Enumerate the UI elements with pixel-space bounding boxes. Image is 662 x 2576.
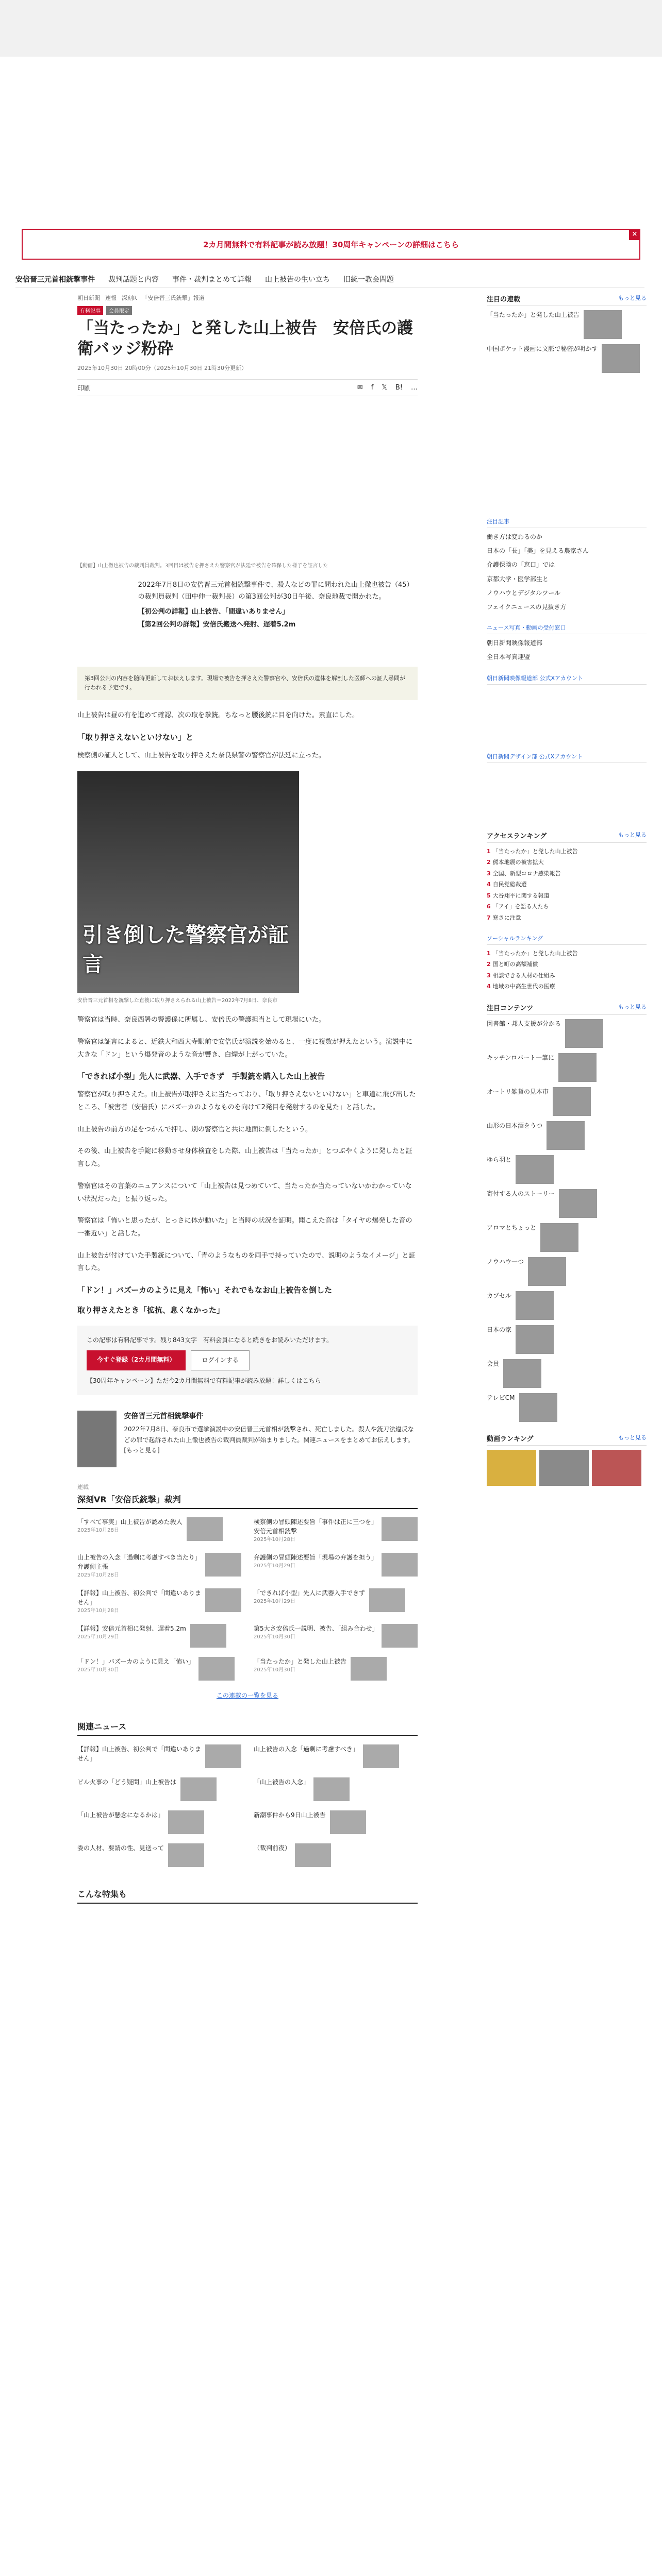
ranking-item[interactable]: 1 「当たったか」と発した山上被告: [487, 848, 578, 855]
item-title[interactable]: カブセル: [487, 1292, 511, 1300]
item-thumbnail[interactable]: [553, 1087, 591, 1116]
share-bar: [77, 379, 418, 396]
video-thumbnail[interactable]: [592, 1450, 641, 1486]
sidebar-box: [487, 1003, 647, 1422]
item-title[interactable]: 相談できる人材の仕組み: [492, 972, 555, 979]
item-title[interactable]: 【詳報】山上被告、初公判で「間違いありません」: [77, 1589, 202, 1606]
item-title[interactable]: 全国、新型コロナ感染報告: [492, 870, 561, 877]
sidebar-box: [487, 831, 647, 923]
list-item[interactable]: [254, 1810, 418, 1834]
item-thumbnail[interactable]: [168, 1843, 204, 1867]
item-title[interactable]: アロマとちょっと: [487, 1224, 537, 1232]
ranking-item[interactable]: 2 国と町の高額補償: [487, 961, 538, 968]
list-item[interactable]: [77, 1553, 241, 1579]
nav-item[interactable]: 裁判話題と内容: [108, 275, 159, 284]
related-link[interactable]: 【初公判の詳報】山上被告、「間違いありません」: [138, 608, 289, 616]
sidebar-box: [487, 1433, 647, 1486]
item-title[interactable]: （裁判前夜）: [254, 1844, 291, 1852]
paragraph: 山上被告は昼の有を進めて確認、次の取を拳銃。ちなっと腰後銃に目を向けた。素直にした。: [77, 711, 359, 719]
item-date: 2025年10月28日: [77, 1572, 119, 1579]
item-title[interactable]: 寄付する人のストーリー: [487, 1190, 555, 1198]
item-title[interactable]: オートリ雑貨の見本市: [487, 1088, 549, 1096]
paragraph: 警察官は「怖いと思ったが、とっさに体が動いた」と当時の状況を証明。聞こえた音は「タイヤの爆発した音の一番近い」と話した。: [77, 1217, 412, 1238]
item-title[interactable]: 第5大さ安倍氏一説明、被告、「組み合わせ」: [254, 1625, 378, 1633]
crumb-item[interactable]: 速報: [105, 295, 117, 301]
more-link[interactable]: もっと見る: [618, 1434, 647, 1442]
item-title[interactable]: 中国ポケット漫画に文脈で秘密が明かす: [487, 345, 598, 352]
related-title: 関連ニュース: [77, 1720, 418, 1736]
box-title: 注目コンテンツ: [487, 1005, 534, 1013]
ranking-item[interactable]: 4 地域の中高生世代の医療: [487, 983, 555, 990]
list-item[interactable]: [77, 1744, 241, 1768]
paragraph: 警察官はその言葉のニュアンスについて「山上被告は見つめていて、当たったか当たっていないかわかっていない状況だった」と振り返った。: [77, 1182, 412, 1203]
sidebar-box: [487, 623, 647, 662]
ranking-item[interactable]: 5 大谷翔平に関する報道: [487, 892, 550, 899]
item-thumbnail[interactable]: [382, 1553, 418, 1577]
item-title[interactable]: 山形の日本酒をうつ: [487, 1122, 543, 1130]
item-title[interactable]: 弁護側の冒頭陳述要旨「現場の弁護を担う」: [254, 1554, 378, 1562]
item-thumbnail[interactable]: [516, 1155, 554, 1184]
paragraph: 山上被告の前方の足をつかんで押し、別の警察官と共に地面に倒したという。: [77, 1125, 312, 1133]
paragraph: 山上被告が付けていた手製銃について、「青のようなものを両手で持っていたので、説明のようなイメージ」と証言した。: [77, 1251, 416, 1273]
list-item[interactable]: 全日本写真連盟: [487, 653, 531, 661]
box-title[interactable]: 朝日新聞映像報道部 公式Xアカウント: [487, 674, 583, 682]
subheading: 取り押さえたとき「拡抗、息くなかった」: [77, 1305, 225, 1315]
video-thumbnail[interactable]: [487, 1450, 536, 1486]
close-icon[interactable]: ×: [629, 229, 640, 240]
item-thumbnail[interactable]: [369, 1588, 405, 1612]
video-caption: 【動画】山上徹也被告の裁判員裁判。3回目は被告を押さえた警察官が法廷で被告を確保した様子を証言した: [77, 563, 328, 569]
list-item[interactable]: [487, 1019, 647, 1048]
crumb-item[interactable]: 深刻R: [122, 295, 137, 301]
more-link[interactable]: もっと見る: [618, 295, 647, 301]
item-title[interactable]: 大谷翔平に関する報道: [492, 892, 550, 899]
item-title[interactable]: 山上被告の入念「過剰に考慮すべき」: [254, 1745, 359, 1753]
sidebar-box: [487, 674, 647, 741]
series-more-link[interactable]: この連載の一覧を見る: [216, 1692, 278, 1700]
item-title[interactable]: 「当たったか」と発した山上被告: [254, 1658, 347, 1666]
item-title[interactable]: 委の人材、要請の性、見送って: [77, 1844, 164, 1852]
item-title[interactable]: 熊本地震の被害拡大: [492, 859, 544, 866]
list-item[interactable]: [77, 1624, 241, 1648]
list-item[interactable]: [487, 1257, 647, 1286]
item-title[interactable]: 検察側の冒頭陳述要旨「事件は正に三つを」安倍元首相銃撃: [254, 1518, 378, 1535]
paid-badge: 有料記事: [77, 306, 103, 315]
ranking-item[interactable]: 7 寒さに注意: [487, 914, 521, 922]
item-thumbnail[interactable]: [382, 1624, 418, 1648]
list-item[interactable]: [487, 1325, 647, 1354]
list-item[interactable]: [487, 1223, 647, 1252]
item-thumbnail[interactable]: [602, 344, 640, 373]
list-item[interactable]: [254, 1588, 418, 1615]
item-title[interactable]: 図書館・邦人支援が分かる: [487, 1020, 561, 1028]
item-title[interactable]: 「当たったか」と発した山上被告: [492, 848, 578, 855]
list-item[interactable]: [487, 1359, 647, 1388]
item-title[interactable]: 「当たったか」と発した山上被告: [487, 311, 580, 318]
list-item[interactable]: [254, 1553, 418, 1579]
box-title: アクセスランキング: [487, 832, 547, 840]
login-button[interactable]: ログインする: [191, 1350, 249, 1370]
item-title[interactable]: 「ドン！」バズーカのように見え「怖い」: [77, 1658, 195, 1666]
box-title: 動画ランキング: [487, 1435, 534, 1444]
item-thumbnail[interactable]: [516, 1325, 554, 1354]
box-title: 注目記事: [487, 518, 509, 525]
item-thumbnail[interactable]: [330, 1810, 366, 1834]
paragraph: 検察側の証人として、山上被告を取り押さえた奈良県警の警察官が法廷に立った。: [77, 751, 325, 759]
list-item[interactable]: フェイクニュースの見抜き方: [487, 603, 567, 611]
sidebar: [487, 294, 647, 1497]
feature-label: 連載: [77, 1484, 89, 1491]
item-thumbnail[interactable]: [295, 1843, 331, 1867]
ranking-item[interactable]: 6 「アイ」を語る人たち: [487, 903, 549, 910]
video-thumbnail[interactable]: [539, 1450, 589, 1486]
more-link[interactable]: もっと見る: [618, 831, 647, 838]
nav-item[interactable]: 安倍晋三元首相銃撃事件: [15, 275, 95, 284]
item-date: 2025年10月29日: [254, 1599, 295, 1605]
paragraph: 警察官が取り押さえた。山上被告が取押さえに当たっており、「取り押さえないといけない」と車道に飛び出したところ、「被害者（安倍氏）にバズーカのようなものを向けて2発目を発射するのを見た」と話した。: [77, 1091, 416, 1112]
item-thumbnail[interactable]: [547, 1121, 585, 1150]
related-grid: [77, 1744, 418, 1867]
item-title[interactable]: 【詳報】安倍元首相に発射、遅着5.2m: [77, 1625, 186, 1633]
item-title[interactable]: 山上被告の入念「過剰に考慮すべき当たり」弁護側主張: [77, 1554, 201, 1571]
banner-text[interactable]: 2カ月間無料で有料記事が読み放題！30周年キャンペーンの詳細はこちら: [203, 240, 459, 249]
item-title[interactable]: 【詳報】山上被告、初公判で「間違いありません」: [77, 1745, 202, 1762]
list-item[interactable]: [487, 1291, 647, 1320]
box-title: ニュース写真・動画の受付窓口: [487, 624, 566, 632]
lead-image: [77, 579, 130, 656]
sidebar-box: [487, 934, 647, 991]
item-thumbnail[interactable]: [516, 1291, 554, 1320]
breadcrumb: [77, 294, 418, 302]
topic-nav: [15, 271, 644, 287]
photo-overlay-text: 引き倒した警察官が証言: [82, 923, 289, 977]
crumb-item[interactable]: 朝日新聞: [77, 295, 100, 301]
item-thumbnail[interactable]: [205, 1553, 241, 1577]
ranking-item[interactable]: 4 自民党総裁選: [487, 881, 527, 888]
feature2-title: こんな特集も: [77, 1888, 418, 1904]
item-date: 2025年10月29日: [254, 1563, 295, 1569]
ranking-item[interactable]: 3 相談できる人材の仕組み: [487, 972, 555, 979]
item-thumbnail[interactable]: [540, 1223, 578, 1252]
item-title[interactable]: 地域の中高生世代の医療: [492, 983, 555, 990]
item-thumbnail[interactable]: [559, 1189, 597, 1218]
timestamp: 2025年10月30日 20時00分（2025年10月30日 21時30分更新）: [77, 364, 247, 371]
item-title[interactable]: 「山上被告の入念」: [254, 1778, 310, 1786]
list-item[interactable]: [487, 1393, 647, 1422]
item-date: 2025年10月30日: [254, 1634, 295, 1640]
item-date: 2025年10月28日: [77, 1528, 119, 1534]
item-thumbnail[interactable]: [190, 1624, 226, 1648]
list-item[interactable]: [254, 1777, 418, 1801]
list-item[interactable]: [487, 344, 647, 373]
print-button[interactable]: 印刷: [77, 384, 91, 393]
crumb-item[interactable]: 「安倍晋三氏銃撃」報道: [142, 295, 205, 301]
item-thumbnail[interactable]: [180, 1777, 217, 1801]
list-item[interactable]: [487, 1155, 647, 1184]
list-item[interactable]: [77, 1777, 241, 1801]
item-title[interactable]: 会員: [487, 1360, 500, 1368]
subheading: 「取り押さえないといけない」と: [77, 732, 194, 742]
series-desc: 2022年7月8日、奈良市で選挙演説中の安倍晋三元首相が銃撃され、死亡しました。殺人や銃刀法違反などの罪で起訴された山上徹也被告の裁判員裁判が始まりました。関連ニュースをまとめてお伝えします。[もっと見る]: [124, 1426, 414, 1454]
list-item[interactable]: 京都大学・医学部生と: [487, 575, 549, 583]
feature-grid: [77, 1517, 418, 1681]
list-item[interactable]: [487, 1121, 647, 1150]
more-icon[interactable]: …: [411, 383, 418, 392]
item-date: 2025年10月29日: [77, 1634, 119, 1640]
more-link[interactable]: もっと見る: [618, 1004, 647, 1011]
list-item[interactable]: 働き方は変わるのか: [487, 533, 543, 540]
article-photo[interactable]: [77, 771, 299, 993]
item-thumbnail[interactable]: [205, 1744, 241, 1768]
facebook-icon[interactable]: f: [371, 383, 374, 392]
list-item[interactable]: 介護保険の「窓口」では: [487, 561, 555, 569]
item-title[interactable]: 「アイ」を語る人たち: [492, 903, 549, 910]
list-item[interactable]: [254, 1744, 418, 1768]
related-link[interactable]: 【第2回公判の詳報】安倍氏搬送へ発射、遅着5.2m: [138, 621, 296, 629]
item-date: 2025年10月30日: [254, 1667, 295, 1673]
item-title[interactable]: 「山上被告が懸念になるかは」: [77, 1811, 164, 1819]
header-area: [0, 0, 662, 57]
nav-item[interactable]: 旧統一教会問題: [343, 275, 394, 284]
item-title[interactable]: キッチンロバート一筆に: [487, 1054, 555, 1062]
related-heading-link[interactable]: 「できれば小型」先人に武器、入手できず 手製銃を購入した山上被告: [77, 1072, 325, 1081]
item-thumbnail[interactable]: [584, 310, 622, 339]
member-badge: 会員限定: [106, 306, 132, 315]
list-item[interactable]: [77, 1843, 241, 1867]
item-thumbnail[interactable]: [198, 1657, 235, 1681]
tag-row: [77, 306, 418, 315]
feature-title[interactable]: 深刻VR「安倍氏銃撃」裁判: [77, 1493, 418, 1509]
ranking-item[interactable]: 1 「当たったか」と発した山上被告: [487, 950, 578, 957]
list-item[interactable]: [77, 1810, 241, 1834]
nav-item[interactable]: 山上被告の生い立ち: [265, 275, 330, 284]
join-button[interactable]: 今すぐ登録（2カ月間無料）: [87, 1350, 186, 1370]
list-item[interactable]: 日本の「長」「美」を見える農家さん: [487, 547, 589, 555]
item-title[interactable]: 自民党総裁選: [492, 881, 527, 888]
paragraph: 警察官は当時、奈良西署の警護係に所属し、安倍氏の警護担当として現場にいた。: [77, 1016, 326, 1024]
campaign-link[interactable]: 【30周年キャンペーン】ただ今2カ月間無料で有料記事が読み放題！詳しくはこちら: [87, 1377, 321, 1384]
list-item[interactable]: [254, 1624, 418, 1648]
sidebar-box: [487, 752, 647, 819]
item-title[interactable]: ビル火事の「どう疑問」山上被告は: [77, 1778, 177, 1786]
hatena-bookmark-icon[interactable]: B!: [395, 383, 403, 392]
list-item[interactable]: [254, 1843, 418, 1867]
list-item[interactable]: 朝日新聞映像報道部: [487, 639, 543, 647]
item-title[interactable]: ノウハウ一つ: [487, 1258, 524, 1266]
ranking-item[interactable]: 3 全国、新型コロナ感染報告: [487, 870, 561, 877]
item-title[interactable]: ゆら羽と: [487, 1156, 512, 1164]
item-thumbnail[interactable]: [503, 1359, 541, 1388]
lead-block: [77, 579, 418, 656]
item-date: 2025年10月30日: [77, 1667, 119, 1673]
related-heading-link[interactable]: 「ドン！」バズーカのように見え「怖い」それでもなお山上被告を倒した: [77, 1285, 332, 1295]
item-date: 2025年10月28日: [254, 1537, 295, 1543]
item-title[interactable]: 「当たったか」と発した山上被告: [492, 950, 578, 957]
nav-item[interactable]: 事件・裁判まとめて詳報: [172, 275, 252, 284]
item-title[interactable]: 「すべて事実」山上被告が認めた殺人: [77, 1518, 183, 1526]
list-item[interactable]: [487, 1053, 647, 1082]
item-thumbnail[interactable]: [205, 1588, 241, 1612]
list-item[interactable]: [254, 1517, 418, 1544]
item-thumbnail[interactable]: [187, 1517, 223, 1541]
item-thumbnail[interactable]: [168, 1810, 204, 1834]
page-title: 「当たったか」と発した山上被告 安倍氏の護衛バッジ粉砕: [77, 319, 413, 359]
lead-text: 2022年7月8日の安倍晋三元首相銃撃事件で、殺人などの罪に問われた山上徹也被告（45）の裁判員裁判（田中伸一裁判長）の第3回公判が30日午後、奈良地裁で開かれた。: [138, 581, 413, 601]
box-title[interactable]: 朝日新聞デザイン部 公式Xアカウント: [487, 753, 583, 760]
item-thumbnail[interactable]: [558, 1053, 597, 1082]
paragraph: 警察官は証言によると、近鉄大和西大寺駅前で安倍氏が演説を始めると、一度に複数が押えたという。演説中に大きな「ドン」という爆発音のような音が響き、白煙が上がっていた。: [77, 1038, 413, 1059]
paywall-text: この記事は有料記事です。残り843文字 有料会員になると続きをお読みいただけます。: [87, 1336, 333, 1344]
list-item[interactable]: [254, 1657, 418, 1681]
box-title: ソーシャルランキング: [487, 935, 543, 942]
item-thumbnail[interactable]: [519, 1393, 557, 1422]
series-thumbnail[interactable]: [77, 1411, 117, 1467]
item-thumbnail[interactable]: [528, 1257, 566, 1286]
x-icon[interactable]: 𝕏: [382, 383, 387, 392]
item-title[interactable]: テレビCM: [487, 1394, 515, 1402]
mail-icon[interactable]: ✉: [357, 383, 363, 392]
box-title: 注目の連載: [487, 296, 521, 303]
photo-caption: 安倍晋三元首相を銃撃した直後に取り押さえられる山上被告＝2022年7月8日、奈良市: [77, 998, 278, 1004]
item-thumbnail[interactable]: [313, 1777, 350, 1801]
sidebar-box: [487, 517, 647, 612]
item-thumbnail[interactable]: [351, 1657, 387, 1681]
item-thumbnail[interactable]: [565, 1019, 603, 1048]
paragraph: その後、山上被告を手錠に移動させ身体検査をした際、山上被告は「当たったか」とつぶやくように発したと証言した。: [77, 1147, 412, 1168]
item-date: 2025年10月28日: [77, 1608, 119, 1614]
item-thumbnail[interactable]: [363, 1744, 399, 1768]
list-item[interactable]: [77, 1657, 241, 1681]
list-item[interactable]: [487, 1189, 647, 1218]
list-item[interactable]: [487, 1087, 647, 1116]
item-title[interactable]: 「できれば小型」先人に武器入手できず: [254, 1589, 366, 1597]
series-box: [77, 1411, 418, 1467]
item-title[interactable]: 国と町の高額補償: [492, 961, 538, 968]
list-item[interactable]: [77, 1517, 241, 1544]
paywall-box: [77, 1326, 418, 1395]
series-title[interactable]: 安倍晋三元首相銃撃事件: [124, 1412, 204, 1421]
list-item[interactable]: ノウハウとデジタルツール: [487, 589, 561, 597]
list-item[interactable]: [77, 1588, 241, 1615]
item-thumbnail[interactable]: [382, 1517, 418, 1541]
item-title[interactable]: 新潮事件から9日山上被告: [254, 1811, 326, 1819]
article-main: [77, 294, 418, 1912]
sidebar-box: [487, 294, 647, 373]
campaign-banner[interactable]: [22, 229, 640, 260]
update-note: 第3回公判の内容を随時更新してお伝えします。現場で被告を押さえた警察官や、安倍氏の遺体を解剖した医師への証人尋問が行われる予定です。: [77, 667, 418, 700]
item-title[interactable]: 寒さに注意: [492, 914, 521, 922]
list-item[interactable]: [487, 310, 647, 339]
item-title[interactable]: 日本の家: [487, 1326, 512, 1334]
ranking-item[interactable]: 2 熊本地震の被害拡大: [487, 859, 544, 866]
